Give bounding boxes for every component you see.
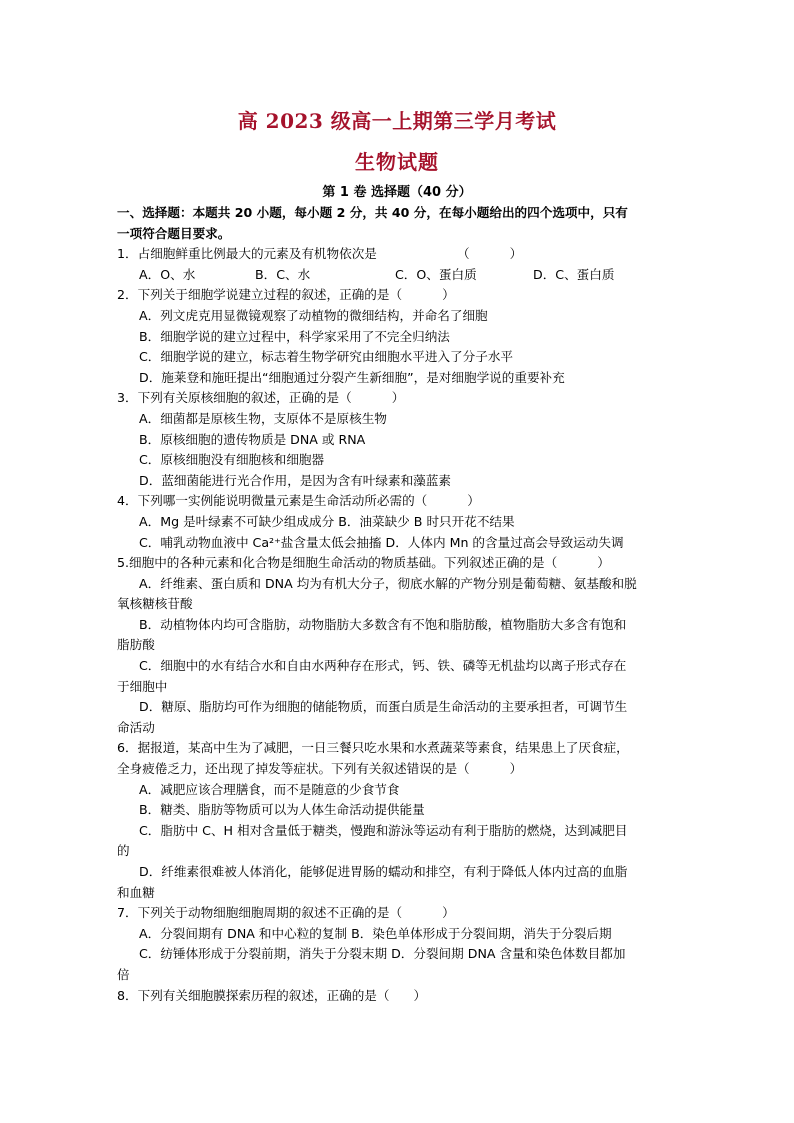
option: C．纺锤体形成于分裂前期，消失于分裂末期 D．分裂间期 DNA 含量和染色体数目都加 — [139, 946, 626, 962]
option: A．细菌都是原核生物，支原体不是原核生物 — [139, 410, 387, 426]
question-stem: 4．下列哪一实例能说明微量元素是生命活动所必需的（ ） — [117, 493, 480, 509]
option: C．O、蛋白质 — [395, 266, 477, 282]
question-stem: 5.细胞中的各种元素和化合物是细胞生命活动的物质基础。下列叙述正确的是（ ） — [117, 555, 610, 571]
option-continued: 于细胞中 — [117, 678, 168, 694]
question-stem: 3．下列有关原核细胞的叙述，正确的是（ ） — [117, 390, 405, 406]
option: B．动植物体内均可含脂肪，动物脂肪大多数含有不饱和脂肪酸，植物脂肪大多含有饱和 — [139, 616, 627, 632]
option-continued: 的 — [117, 843, 130, 859]
exam-title: 高 2023 级高一上期第三学月考试 — [237, 109, 557, 133]
option-continued: 和血糖 — [117, 884, 155, 900]
option: A．分裂间期有 DNA 和中心粒的复制 B．染色单体形成于分裂间期，消失于分裂后期 — [139, 925, 612, 941]
option: B．细胞学说的建立过程中，科学家采用了不完全归纳法 — [139, 328, 450, 344]
option: A．Mg 是叶绿素不可缺少组成成分 B．油菜缺少 B 时只开花不结果 — [139, 513, 515, 529]
option: A．列文虎克用显微镜观察了动植物的微细结构，并命名了细胞 — [139, 307, 488, 323]
option: A．O、水 — [139, 266, 196, 282]
option: D．施莱登和施旺提出“细胞通过分裂产生新细胞”，是对细胞学说的重要补充 — [139, 369, 565, 385]
question-stem: 1．占细胞鲜重比例最大的元素及有机物依次是 （ ） — [117, 246, 523, 262]
question-stem: 8．下列有关细胞膜探索历程的叙述，正确的是（ ） — [117, 987, 427, 1003]
question-stem: 7．下列关于动物细胞细胞周期的叙述不正确的是（ ） — [117, 905, 455, 921]
question-stem: 6．据报道，某高中生为了减肥，一日三餐只吃水果和水煮蔬菜等素食，结果患上了厌食症， — [117, 740, 629, 756]
option: B．C、水 — [255, 266, 311, 282]
option: B．原核细胞的遗传物质是 DNA 或 RNA — [139, 431, 366, 447]
question-list — [117, 203, 677, 1006]
option: B．糖类、脂肪等物质可以为人体生命活动提供能量 — [139, 802, 425, 818]
option: C．细胞学说的建立，标志着生物学研究由细胞水平进入了分子水平 — [139, 349, 514, 365]
instructions: 一项符合题目要求。 — [117, 225, 231, 241]
option: D．纤维素很难被人体消化，能够促进胃肠的蠕动和排空，有利于降低人体内过高的血脂 — [139, 864, 628, 879]
option: C．细胞中的水有结合水和自由水两种存在形式，钙、铁、磷等无机盐均以离子形式存在 — [139, 658, 627, 674]
section-heading: 第 1 卷 选择题（40 分） — [322, 185, 472, 200]
option-continued: 倍 — [117, 966, 130, 982]
option: C．脂肪中 C、H 相对含量低于糖类，慢跑和游泳等运动有利于脂肪的燃烧，达到减肥目 — [139, 822, 628, 838]
option-continued: 脂肪酸 — [117, 637, 155, 653]
option: A．纤维素、蛋白质和 DNA 均为有机大分子，彻底水解的产物分别是葡萄糖、氨基酸和脱 — [139, 575, 637, 591]
option: C．哺乳动物血液中 Ca²⁺盐含量太低会抽搐 D．人体内 Mn 的含量过高会导致运动失调 — [139, 534, 624, 550]
option: D．C、蛋白质 — [533, 266, 615, 282]
option-continued: 命活动 — [117, 719, 155, 735]
option: A．减肥应该合理膳食，而不是随意的少食节食 — [139, 781, 400, 797]
question-stem-continued: 全身疲倦乏力，还出现了掉发等症状。下列有关叙述错误的是（ ） — [117, 761, 523, 777]
option: D．蓝细菌能进行光合作用，是因为含有叶绿素和藻蓝素 — [139, 472, 451, 488]
instructions: 一、选择题：本题共 20 小题，每小题 2 分，共 40 分，在每小题给出的四个选项中，只有 — [117, 205, 628, 220]
question-stem: 2．下列关于细胞学说建立过程的叙述，正确的是（ ） — [117, 287, 455, 303]
option: D．糖原、脂肪均可作为细胞的储能物质，而蛋白质是生命活动的主要承担者，可调节生 — [139, 699, 628, 715]
subject-title: 生物试题 — [355, 150, 439, 174]
option: C．原核细胞没有细胞核和细胞器 — [139, 452, 325, 468]
option-continued: 氧核糖核苷酸 — [117, 596, 193, 612]
option-row — [117, 265, 677, 286]
